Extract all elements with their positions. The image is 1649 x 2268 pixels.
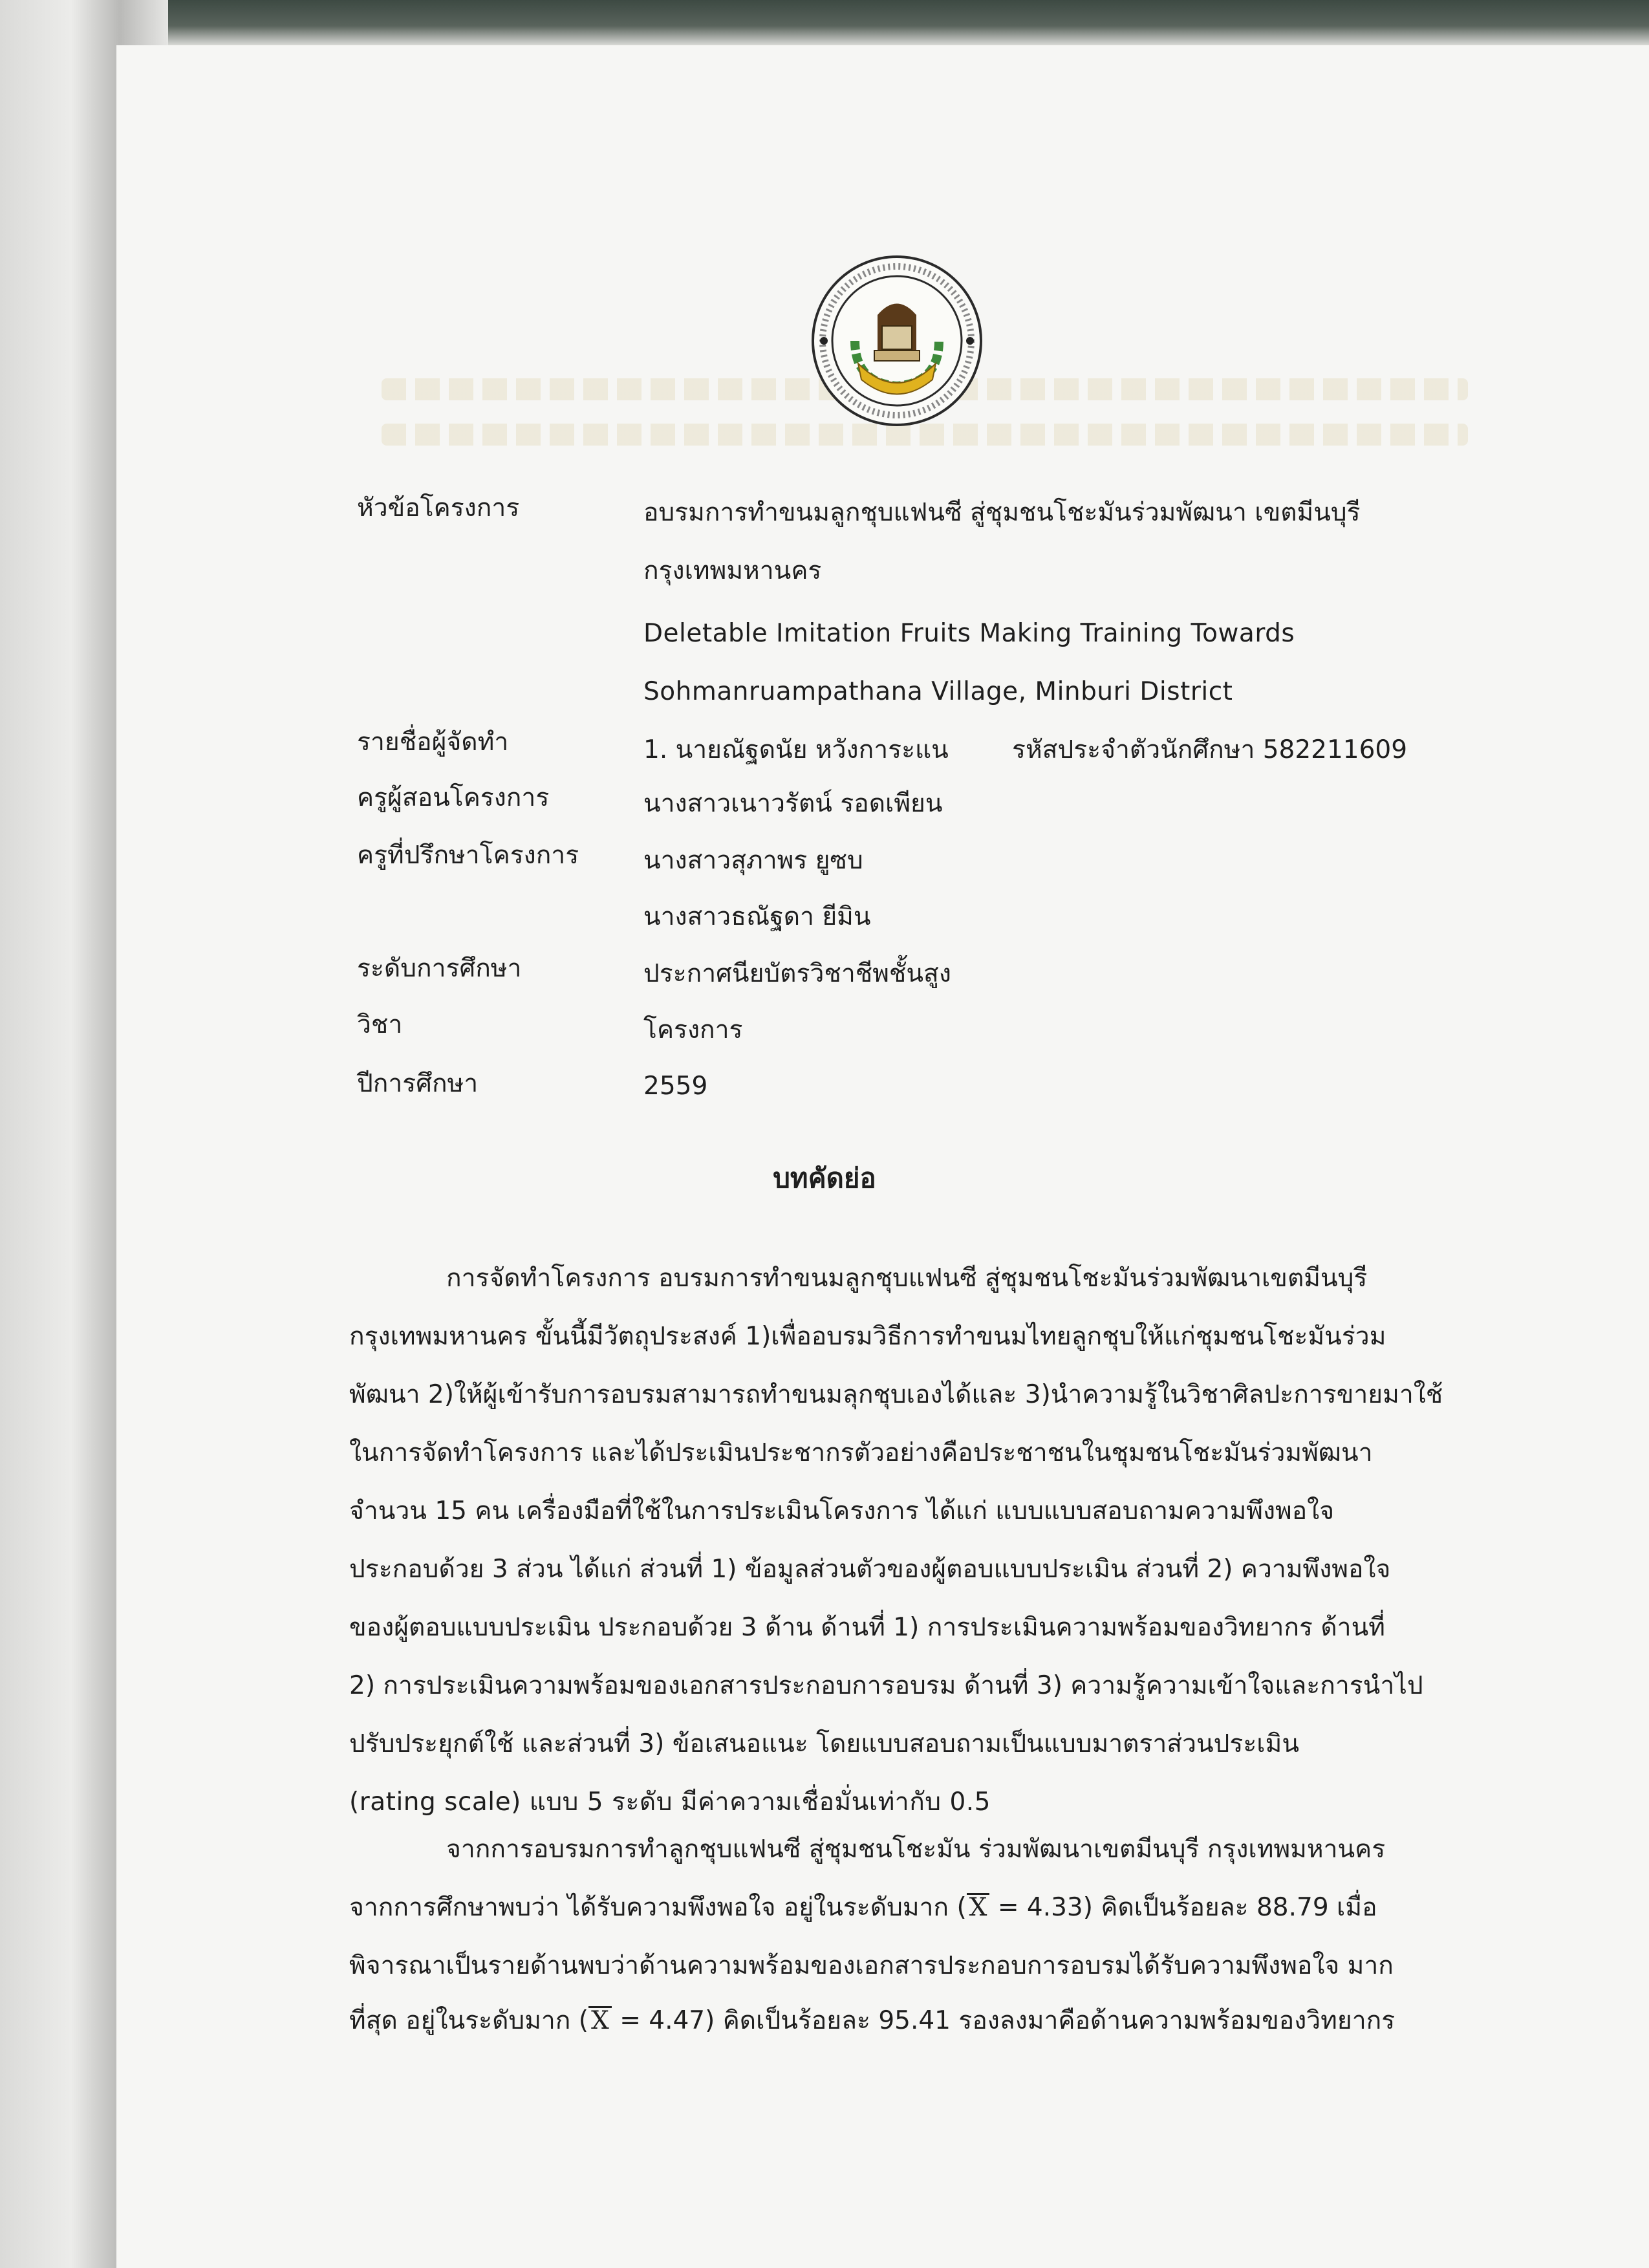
- academic-year-label: ปีการศึกษา: [357, 1069, 479, 1098]
- mean-symbol: X: [588, 2006, 612, 2034]
- academic-year-value: 2559: [643, 1072, 708, 1101]
- abstract-line: กรุงเทพมหานคร ขั้นนี้มีวัตถุประสงค์ 1)เพื่ออบรมวิธีการทำขนมไทยลูกชุบให้แก่ชุมชนโชะมันร่วม: [349, 1322, 1386, 1351]
- abstract-line: จำนวน 15 คน เครื่องมือที่ใช้ในการประเมินโครงการ ได้แก่ แบบแบบสอบถามความพึงพอใจ: [349, 1496, 1335, 1526]
- college-emblem-icon: [810, 254, 984, 428]
- abstract-line: ในการจัดทำโครงการ และได้ประเมินประชากรตัวอย่างคือประชาชนในชุมชนโชะมันร่วมพัฒนา: [349, 1438, 1373, 1467]
- results-line-4: [349, 1992, 1395, 2050]
- subject-label: วิชา: [357, 1010, 403, 1039]
- results-line-4-text-b: = 4.47) คิดเป็นร้อยละ 95.41 รองลงมาคือด้านความพร้อมของวิทยากร: [611, 2006, 1396, 2035]
- author-label: รายชื่อผู้จัดทำ: [357, 728, 509, 757]
- abstract-line: (rating scale) แบบ 5 ระดับ มีค่าความเชื่อมั่นเท่ากับ 0.5: [349, 1787, 991, 1817]
- abstract-line: 2) การประเมินความพร้อมของเอกสารประกอบการอบรม ด้านที่ 3) ความรู้ความเข้าใจและการนำไป: [349, 1671, 1423, 1700]
- project-title-label: หัวข้อโครงการ: [357, 493, 520, 523]
- abstract-heading: บทคัดย่อ: [773, 1162, 876, 1194]
- project-title-th-line2: กรุงเทพมหานคร: [643, 556, 822, 585]
- results-line-2-text-a: จากการศึกษาพบว่า ได้รับความพึงพอใจ อยู่ในระดับมาก (: [349, 1893, 967, 1922]
- results-line-1: จากการอบรมการทำลูกชุบแฟนซี สู่ชุมชนโชะมัน ร่วมพัฒนาเขตมีนบุรี กรุงเทพมหานคร: [446, 1835, 1386, 1864]
- abstract-line: ของผู้ตอบแบบประเมิน ประกอบด้วย 3 ด้าน ด้านที่ 1) การประเมินความพร้อมของวิทยากร ด้านที่: [349, 1613, 1385, 1642]
- advisor-name-1: นางสาวสุภาพร ยูซบ: [643, 846, 863, 875]
- abstract-line: พัฒนา 2)ให้ผู้เข้ารับการอบรมสามารถทำขนมลุกชุบเองได้และ 3)นำความรู้ในวิชาศิลปะการขายมาใช้: [349, 1380, 1443, 1409]
- mean-symbol: X: [967, 1893, 990, 1921]
- abstract-line: ปรับประยุกต์ใช้ และส่วนที่ 3) ข้อเสนอแนะ โดยแบบสอบถามเป็นแบบมาตราส่วนประเมิน: [349, 1729, 1299, 1758]
- project-title-th-line1: อบรมการทำขนมลูกชุบแฟนซี สู่ชุมชนโชะมันร่วมพัฒนา เขตมีนบุรี: [643, 498, 1361, 527]
- abstract-line: ประกอบด้วย 3 ส่วน ได้แก่ ส่วนที่ 1) ข้อมูลส่วนตัวของผู้ตอบแบบประเมิน ส่วนที่ 2) ความพึงพอใจ: [349, 1555, 1391, 1584]
- abstract-line: การจัดทำโครงการ อบรมการทำขนมลูกชุบแฟนซี สู่ชุมชนโชะมันร่วมพัฒนาเขตมีนบุรี: [446, 1264, 1368, 1293]
- teacher-label: ครูผู้สอนโครงการ: [357, 783, 550, 812]
- project-title-en-line2: Sohmanruampathana Village, Minburi District: [643, 677, 1233, 706]
- author-name: 1. นายณัฐดนัย หวังการะแน: [643, 735, 949, 764]
- results-line-2: [349, 1879, 1377, 1937]
- education-level-value: ประกาศนียบัตรวิชาชีพชั้นสูง: [643, 959, 951, 988]
- advisor-name-2: นางสาวธณัฐดา ยีมิน: [643, 902, 871, 931]
- advisor-label: ครูที่ปรึกษาโครงการ: [357, 841, 579, 870]
- project-title-en-line1: Deletable Imitation Fruits Making Training Towards: [643, 619, 1295, 648]
- subject-value: โครงการ: [643, 1015, 743, 1044]
- scan-top-edge: [0, 0, 1649, 45]
- results-line-4-text-a: ที่สุด อยู่ในระดับมาก (: [349, 2006, 589, 2035]
- results-line-2-text-b: = 4.33) คิดเป็นร้อยละ 88.79 เมื่อ: [989, 1893, 1377, 1922]
- education-level-label: ระดับการศึกษา: [357, 954, 522, 983]
- results-line-3: พิจารณาเป็นรายด้านพบว่าด้านความพร้อมของเอกสารประกอบการอบรมได้รับความพึงพอใจ มาก: [349, 1951, 1394, 1980]
- teacher-name: นางสาวเนาวรัตน์ รอดเพียน: [643, 789, 943, 818]
- student-id: รหัสประจำตัวนักศึกษา 582211609: [1012, 735, 1408, 764]
